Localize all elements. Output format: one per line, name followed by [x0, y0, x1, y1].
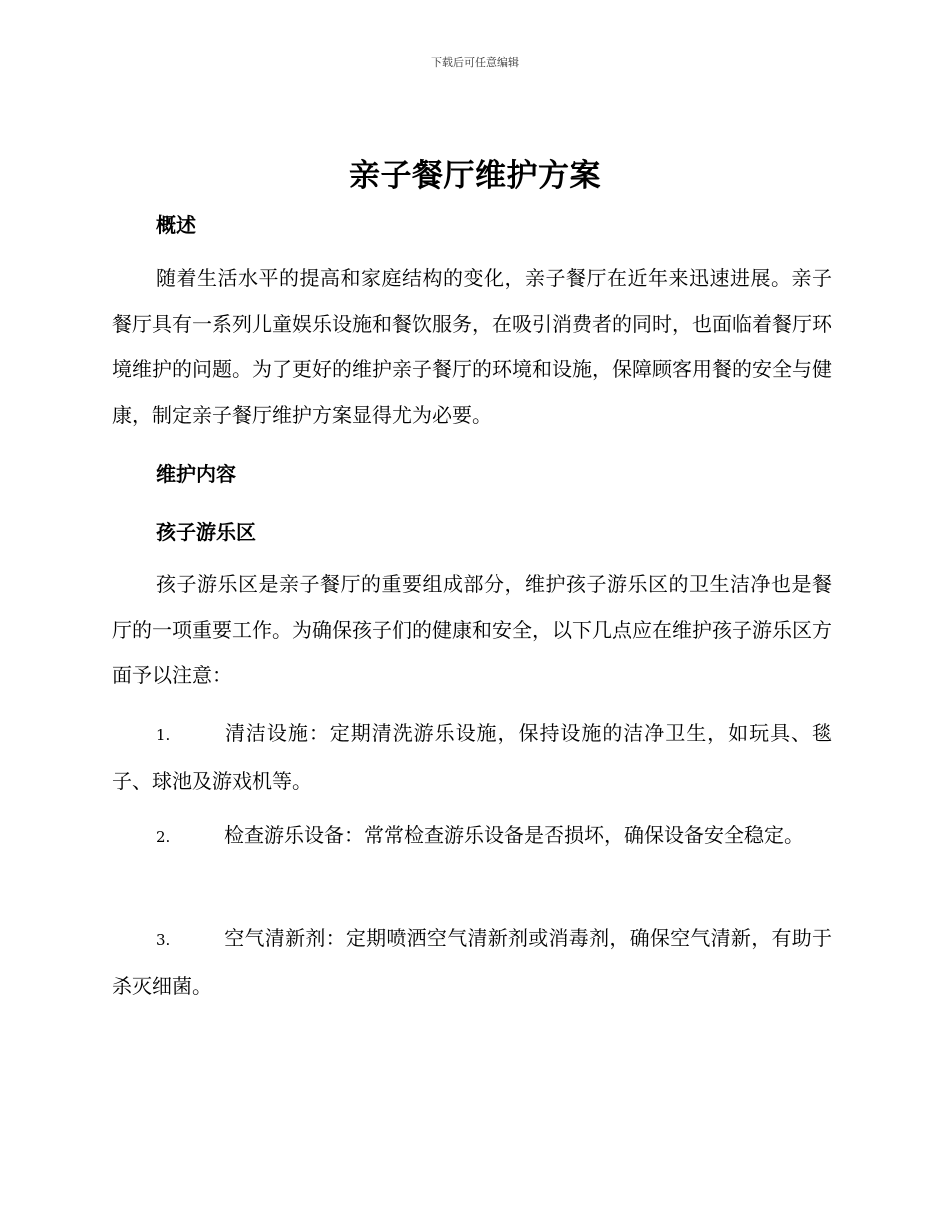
- paragraph-play-area: 孩子游乐区是亲子餐厅的重要组成部分，维护孩子游乐区的卫生洁净也是餐厅的一项重要工作。为确保孩子们的健康和安全，以下几点应在维护孩子游乐区方面予以注意：: [112, 572, 832, 687]
- list-text: 清洁设施：定期清洗游乐设施，保持设施的洁净卫生，如玩具、毯子、球池及游戏机等。: [112, 721, 832, 793]
- list-number: 2.: [156, 828, 171, 846]
- subsection-heading-play-area: 孩子游乐区: [156, 520, 256, 544]
- list-text: 空气清新剂：定期喷洒空气清新剂或消毒剂，确保空气清新，有助于杀灭细菌。: [112, 926, 832, 998]
- section-heading-overview: 概述: [156, 213, 196, 237]
- header-note: 下载后可任意编辑: [431, 56, 519, 69]
- page-title: 亲子餐厅维护方案: [349, 158, 601, 194]
- list-item: [112, 710, 832, 804]
- list-number: 1.: [156, 726, 171, 744]
- list-item: [112, 915, 832, 1009]
- list-number: 3.: [156, 931, 171, 949]
- list-item: [112, 812, 832, 860]
- paragraph-overview: 随着生活水平的提高和家庭结构的变化，亲子餐厅在近年来迅速进展。亲子餐厅具有一系列儿童娱乐设施和餐饮服务，在吸引消费者的同时，也面临着餐厅环境维护的问题。为了更好的维护亲子餐厅的环境和设施，保障顾客用餐的安全与健康，制定亲子餐厅维护方案显得尤为必要。: [112, 266, 832, 427]
- section-heading-maintenance: 维护内容: [156, 462, 236, 486]
- list-text: 检查游乐设备：常常检查游乐设备是否损坏，确保设备安全稳定。: [224, 823, 804, 847]
